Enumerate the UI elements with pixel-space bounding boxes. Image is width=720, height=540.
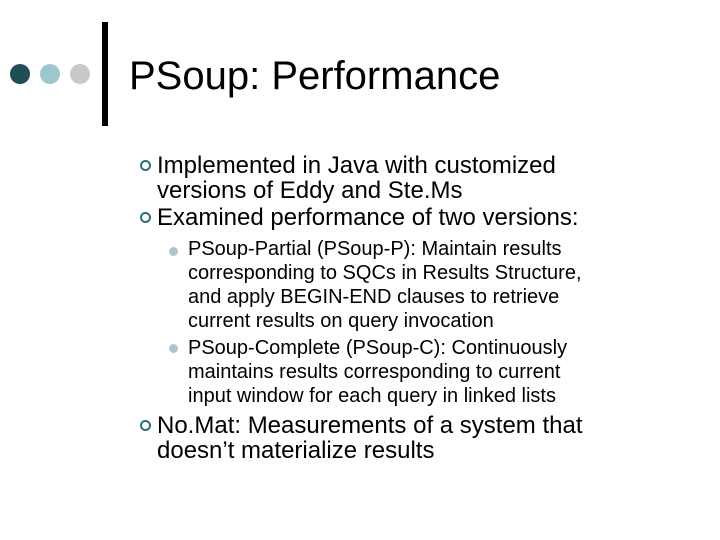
title-divider xyxy=(102,22,108,126)
bullet-3-line-2: doesn’t materialize results xyxy=(157,437,435,464)
sub-bullet-icon xyxy=(169,344,178,353)
bullet-icon xyxy=(140,160,151,171)
sub-bullet-1-line-2: corresponding to SQCs in Results Structure, xyxy=(188,262,582,284)
dot-mid xyxy=(40,64,60,84)
dot-dark xyxy=(10,64,30,84)
bullet-2-line-1: Examined performance of two versions: xyxy=(157,204,579,231)
bullet-icon xyxy=(140,212,151,223)
bullet-1-line-2: versions of Eddy and Ste.Ms xyxy=(157,177,463,204)
sub-bullet-icon xyxy=(169,247,178,256)
sub-bullet-2-line-2: maintains results corresponding to current xyxy=(188,361,561,383)
bullet-icon xyxy=(140,420,151,431)
sub-bullet-1-line-1: PSoup-Partial (PSoup-P): Maintain results xyxy=(188,238,562,260)
bullet-3-line-1: No.Mat: Measurements of a system that xyxy=(157,412,583,439)
sub-bullet-1-line-3: and apply BEGIN-END clauses to retrieve xyxy=(188,286,560,308)
sub-bullet-2-line-3: input window for each query in linked lists xyxy=(188,385,556,407)
bullet-1-line-1: Implemented in Java with customized xyxy=(157,152,556,179)
slide-title: PSoup: Performance xyxy=(129,54,501,98)
sub-bullet-2-line-1: PSoup-Complete (PSoup-C): Continuously xyxy=(188,337,568,359)
sub-bullet-1-line-4: current results on query invocation xyxy=(188,310,494,332)
dot-light xyxy=(70,64,90,84)
